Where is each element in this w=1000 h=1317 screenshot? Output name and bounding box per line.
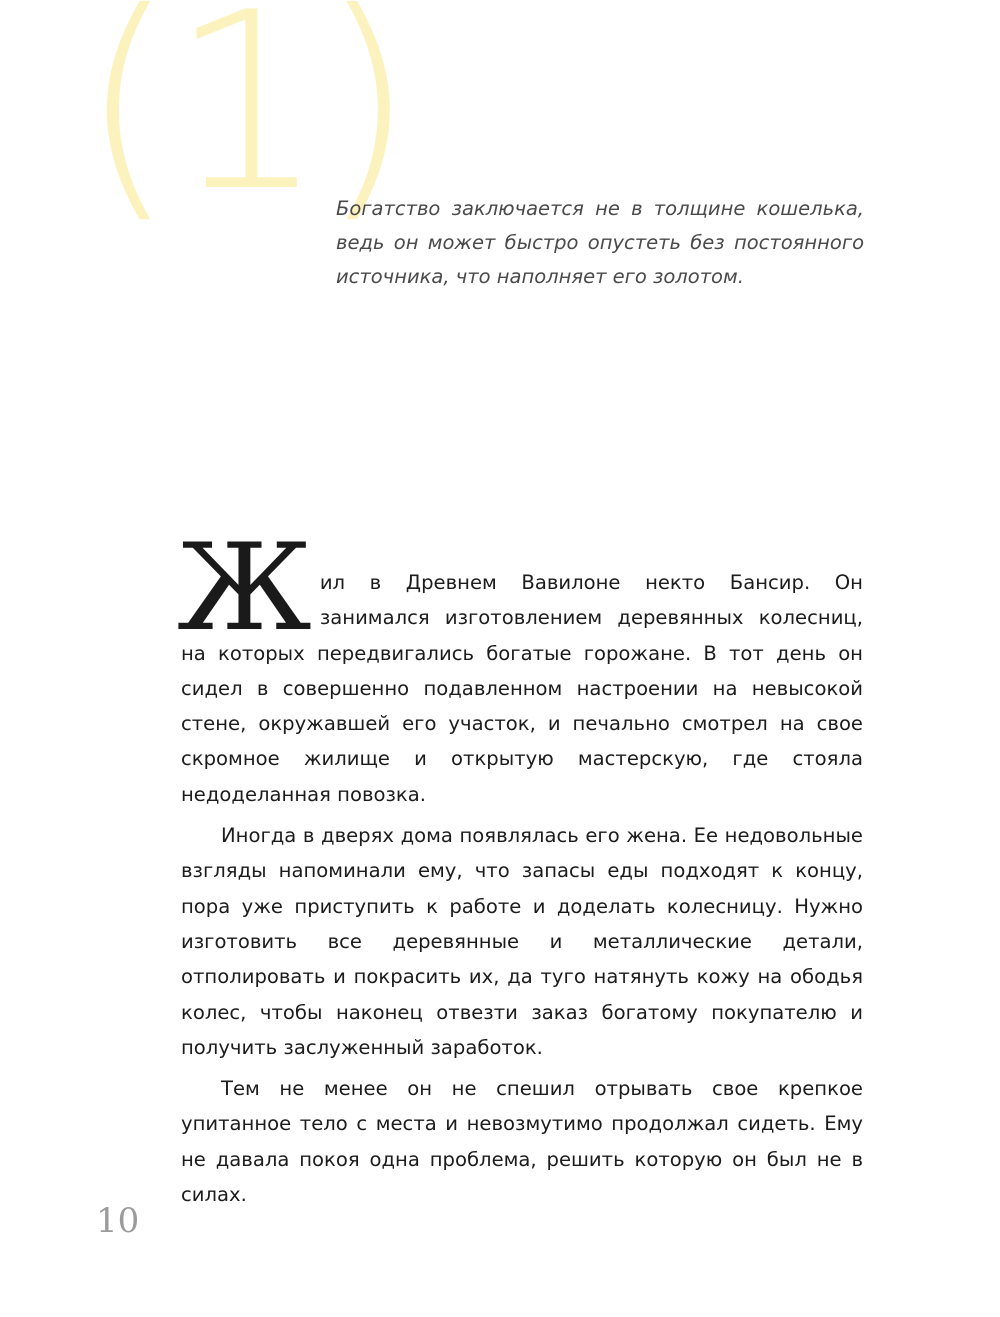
chapter-number: (1): [80, 0, 410, 245]
paragraph-1: [177, 519, 863, 812]
epigraph: Богатство заключается не в толщине кошелька, ведь он может быстро опустеть без постоянного источника, что наполняет его золотом.: [336, 197, 864, 288]
paragraph-3: Тем не менее он не спешил отрывать свое крепкое упитанное тело с места и невозмутимо продолжал сидеть. Ему не давала покоя одна проблема, решить которую он был не в силах.: [181, 1077, 863, 1207]
paragraph-1-text: ил в Древнем Вавилоне некто Бансир. Он занимался изготовлением деревянных колесниц, на которых передвигались богатые горожане. В тот день он сидел в совершенно подавленном настроении на невысокой стене, окружавшей его участок, и печально смотрел на свое скромное жилище и открытую мастерскую, где стояла недоделанная повозка.: [181, 571, 863, 806]
paragraph-2: Иногда в дверях дома появлялась его жена. Ее недовольные взгляды напоминали ему, что запасы еды подходят к концу, пора уже приступить к работе и доделать колесницу. Нужно изготовить все деревянные и металлические детали, отполировать и покрасить их, да туго натянуть кожу на ободья колес, чтобы наконец отвезти заказ богатому покупателю и получить заслуженный заработок.: [181, 824, 863, 1059]
chapter-body: [177, 519, 863, 1218]
drop-cap: Ж: [177, 519, 312, 658]
page-number: 10: [96, 1201, 140, 1241]
